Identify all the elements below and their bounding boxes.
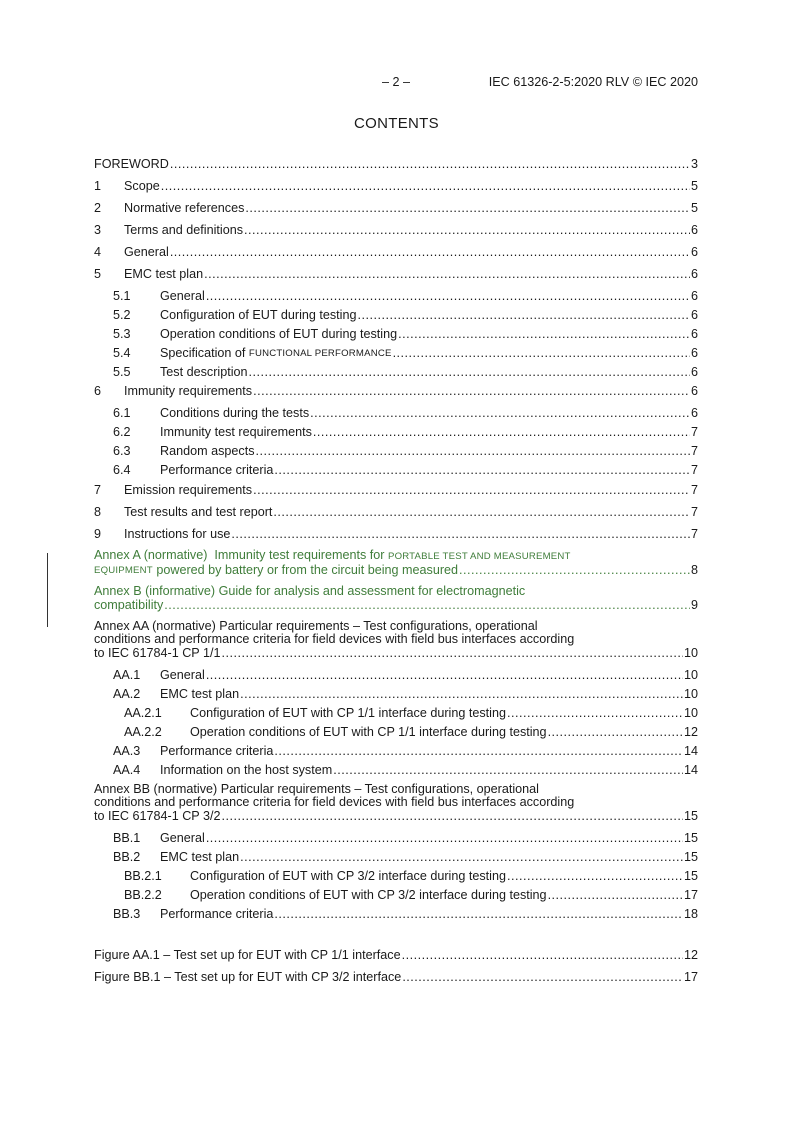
toc-page: 10	[683, 668, 698, 682]
toc-number: AA.2.2	[124, 725, 162, 739]
toc-entry-bb-1[interactable]	[94, 831, 698, 846]
toc-entry-8[interactable]	[94, 505, 698, 520]
toc-label: compatibility	[94, 598, 164, 612]
toc-leader	[231, 527, 690, 542]
toc-label: Normative references	[124, 201, 245, 215]
toc-entry-6-1[interactable]	[94, 406, 698, 421]
toc-entry-bb-2-2[interactable]	[94, 888, 698, 903]
toc-label: Annex B (informative) Guide for analysis and assessment for electromagnetic	[94, 584, 526, 598]
toc-label: Test description	[160, 365, 248, 379]
toc-number: 8	[94, 505, 102, 519]
toc-page: 14	[683, 744, 698, 758]
toc-number: 6	[94, 384, 102, 398]
toc-number: 5.2	[113, 308, 131, 322]
toc-number: 5	[94, 267, 102, 281]
toc-number: 6.1	[113, 406, 131, 420]
toc-entry-bb-3[interactable]	[94, 907, 698, 922]
toc-leader	[548, 888, 683, 903]
toc-leader	[206, 668, 683, 683]
toc-entry-annex-bb[interactable]	[94, 783, 698, 824]
toc-leader	[204, 267, 690, 282]
toc-number: 6.4	[113, 463, 131, 477]
toc-label: to IEC 61784-1 CP 3/2	[94, 809, 221, 823]
toc-page: 12	[683, 725, 698, 739]
toc-page: 6	[690, 223, 698, 237]
toc-leader	[164, 598, 690, 613]
toc-page: 12	[683, 948, 698, 962]
toc-leader	[161, 179, 690, 194]
toc-label-smallcaps: FUNCTIONAL PERFORMANCE	[248, 348, 392, 359]
toc-number: 2	[94, 201, 102, 215]
toc-page: 6	[690, 289, 698, 303]
toc-entry-1[interactable]	[94, 179, 698, 194]
toc-leader	[253, 384, 690, 399]
toc-leader	[273, 505, 690, 520]
toc-leader	[310, 406, 690, 421]
toc-number: BB.2.2	[124, 888, 162, 902]
toc-number: BB.1	[113, 831, 141, 845]
toc-leader	[398, 327, 690, 342]
toc-number: 6.3	[113, 444, 131, 458]
toc-leader	[170, 245, 690, 260]
toc-entry-aa-2[interactable]	[94, 687, 698, 702]
toc-label: Instructions for use	[124, 527, 231, 541]
toc-label: Operation conditions of EUT with CP 3/2 interface during testing	[190, 888, 547, 902]
toc-leader	[222, 809, 683, 824]
toc-number: BB.2.1	[124, 869, 162, 883]
toc-label: powered by battery or from the circuit being measured	[152, 563, 459, 577]
toc-label: General	[160, 831, 205, 845]
toc-leader	[240, 687, 683, 702]
toc-label: EMC test plan	[160, 850, 240, 864]
toc-leader	[256, 444, 690, 459]
page-title: CONTENTS	[354, 115, 439, 132]
toc-label-smallcaps: PORTABLE TEST AND MEASUREMENT	[387, 551, 571, 562]
toc-label: to IEC 61784-1 CP 1/1	[94, 646, 221, 660]
toc-entry-5-1[interactable]	[94, 289, 698, 304]
toc-entry-aa-1[interactable]	[94, 668, 698, 683]
toc-label: Scope	[124, 179, 160, 193]
toc-page: 17	[683, 888, 698, 902]
toc-number: 5.4	[113, 346, 131, 360]
toc-entry-annex-a[interactable]	[94, 549, 698, 578]
toc-page: 6	[690, 365, 698, 379]
toc-leader	[253, 483, 690, 498]
toc-number: 5.3	[113, 327, 131, 341]
toc-label: Operation conditions of EUT with CP 1/1 interface during testing	[190, 725, 547, 739]
figure-entry-aa-1[interactable]	[94, 948, 698, 963]
toc-label: Configuration of EUT with CP 1/1 interface during testing	[190, 706, 506, 720]
toc-label: conditions and performance criteria for field devices with field bus interfaces according	[94, 632, 575, 646]
toc-page: 6	[690, 384, 698, 398]
toc-leader	[240, 850, 683, 865]
toc-label: General	[124, 245, 169, 259]
toc-label: General	[160, 668, 205, 682]
toc-entry-6[interactable]	[94, 384, 698, 399]
toc-entry-bb-2-1[interactable]	[94, 869, 698, 884]
toc-page: 9	[690, 598, 698, 612]
toc-entry-7[interactable]	[94, 483, 698, 498]
toc-leader	[206, 289, 690, 304]
toc-entry-annex-aa[interactable]	[94, 620, 698, 661]
toc-entry-9[interactable]	[94, 527, 698, 542]
toc-label: Test results and test report	[124, 505, 273, 519]
toc-page: 10	[683, 687, 698, 701]
toc-leader	[206, 831, 683, 846]
toc-number: AA.2.1	[124, 706, 162, 720]
toc-number: 7	[94, 483, 102, 497]
toc-entry-5[interactable]	[94, 267, 698, 282]
toc-page: 15	[683, 809, 698, 823]
toc-page: 10	[683, 646, 698, 660]
toc-entry-5-3[interactable]	[94, 327, 698, 342]
toc-label: Terms and definitions	[124, 223, 244, 237]
toc-label: Configuration of EUT during testing	[160, 308, 357, 322]
toc-entry-aa-4[interactable]	[94, 763, 698, 778]
toc-label-smallcaps: EQUIPMENT	[94, 565, 153, 576]
toc-page: 7	[690, 444, 698, 458]
toc-label: FOREWORD	[94, 157, 169, 171]
change-bar	[47, 553, 48, 627]
toc-label: Specification of	[160, 346, 249, 360]
toc-number: 9	[94, 527, 102, 541]
toc-label-line	[94, 549, 698, 563]
toc-label: Operation conditions of EUT during testing	[160, 327, 398, 341]
page-number: – 2 –	[382, 75, 411, 89]
toc-page: 18	[683, 907, 698, 921]
toc-page: 5	[690, 179, 698, 193]
toc-entry-foreword[interactable]	[94, 157, 698, 172]
toc-label: Performance criteria	[160, 907, 274, 921]
toc-label: General	[160, 289, 205, 303]
toc-number: AA.1	[113, 668, 141, 682]
toc-label: Random aspects	[160, 444, 255, 458]
toc-number: 6.2	[113, 425, 131, 439]
toc-label: Immunity test requirements	[160, 425, 312, 439]
toc-page: 6	[690, 327, 698, 341]
toc-leader	[393, 346, 690, 361]
toc-leader	[245, 201, 690, 216]
toc-entry-6-2[interactable]	[94, 425, 698, 440]
toc-number: AA.3	[113, 744, 141, 758]
toc-leader	[222, 646, 683, 661]
toc-page: 15	[683, 869, 698, 883]
toc-number: 1	[94, 179, 102, 193]
toc-page: 6	[690, 346, 698, 360]
toc-label: Performance criteria	[160, 463, 274, 477]
toc-entry-5-5[interactable]	[94, 365, 698, 380]
toc-page: 15	[683, 831, 698, 845]
toc-number: AA.2	[113, 687, 141, 701]
toc-page: 14	[683, 763, 698, 777]
toc-label: EMC test plan	[160, 687, 240, 701]
table-of-contents	[94, 157, 698, 985]
toc-page: 7	[690, 527, 698, 541]
toc-label: Emission requirements	[124, 483, 253, 497]
toc-entry-3[interactable]	[94, 223, 698, 238]
toc-label: Annex A (normative) Immunity test requirements for	[94, 548, 388, 562]
toc-entry-aa-3[interactable]	[94, 744, 698, 759]
toc-page: 6	[690, 406, 698, 420]
toc-entry-annex-b[interactable]	[94, 585, 698, 613]
toc-leader	[402, 970, 683, 985]
toc-leader	[313, 425, 690, 440]
toc-entry-6-4[interactable]	[94, 463, 698, 478]
figure-label: Figure BB.1 – Test set up for EUT with CP 3/2 interface	[94, 970, 402, 984]
toc-leader	[357, 308, 690, 323]
toc-leader	[244, 223, 690, 238]
toc-leader	[170, 157, 690, 172]
toc-leader	[333, 763, 683, 778]
toc-entry-6-3[interactable]	[94, 444, 698, 459]
toc-label: Performance criteria	[160, 744, 274, 758]
toc-label: Conditions during the tests	[160, 406, 310, 420]
toc-leader	[249, 365, 690, 380]
toc-page: 7	[690, 425, 698, 439]
toc-leader	[274, 744, 683, 759]
toc-page: 6	[690, 308, 698, 322]
toc-entry-4[interactable]	[94, 245, 698, 260]
toc-leader	[507, 869, 683, 884]
toc-page: 8	[690, 563, 698, 577]
toc-entry-aa-2-2[interactable]	[94, 725, 698, 740]
toc-label: Information on the host system	[160, 763, 333, 777]
toc-page: 17	[683, 970, 698, 984]
toc-page: 10	[683, 706, 698, 720]
toc-label: EMC test plan	[124, 267, 204, 281]
toc-leader	[507, 706, 683, 721]
toc-label: Annex BB (normative) Particular requirements – Test configurations, operational	[94, 782, 539, 796]
toc-number: BB.2	[113, 850, 141, 864]
toc-entry-bb-2[interactable]	[94, 850, 698, 865]
toc-number: 3	[94, 223, 102, 237]
toc-number: 5.5	[113, 365, 131, 379]
toc-label: Immunity requirements	[124, 384, 253, 398]
toc-entry-aa-2-1[interactable]	[94, 706, 698, 721]
toc-label: Configuration of EUT with CP 3/2 interface during testing	[190, 869, 506, 883]
toc-entry-5-2[interactable]	[94, 308, 698, 323]
page-header	[94, 75, 698, 91]
toc-leader	[402, 948, 683, 963]
toc-page: 6	[690, 245, 698, 259]
figure-entry-bb-1[interactable]	[94, 970, 698, 985]
toc-number: BB.3	[113, 907, 141, 921]
figure-label: Figure AA.1 – Test set up for EUT with CP 1/1 interface	[94, 948, 401, 962]
toc-entry-5-4[interactable]	[94, 346, 698, 361]
document-reference: IEC 61326-2-5:2020 RLV © IEC 2020	[488, 75, 698, 89]
toc-leader	[459, 563, 690, 578]
toc-number: AA.4	[113, 763, 141, 777]
toc-leader	[274, 907, 683, 922]
toc-page: 15	[683, 850, 698, 864]
toc-number: 5.1	[113, 289, 131, 303]
toc-leader	[548, 725, 683, 740]
toc-label: conditions and performance criteria for field devices with field bus interfaces according	[94, 795, 575, 809]
toc-page: 7	[690, 463, 698, 477]
toc-label: Annex AA (normative) Particular requirements – Test configurations, operational	[94, 619, 538, 633]
toc-page: 3	[690, 157, 698, 171]
toc-leader	[274, 463, 690, 478]
toc-page: 6	[690, 267, 698, 281]
toc-page: 5	[690, 201, 698, 215]
toc-entry-2[interactable]	[94, 201, 698, 216]
toc-page: 7	[690, 483, 698, 497]
toc-number: 4	[94, 245, 102, 259]
toc-page: 7	[690, 505, 698, 519]
